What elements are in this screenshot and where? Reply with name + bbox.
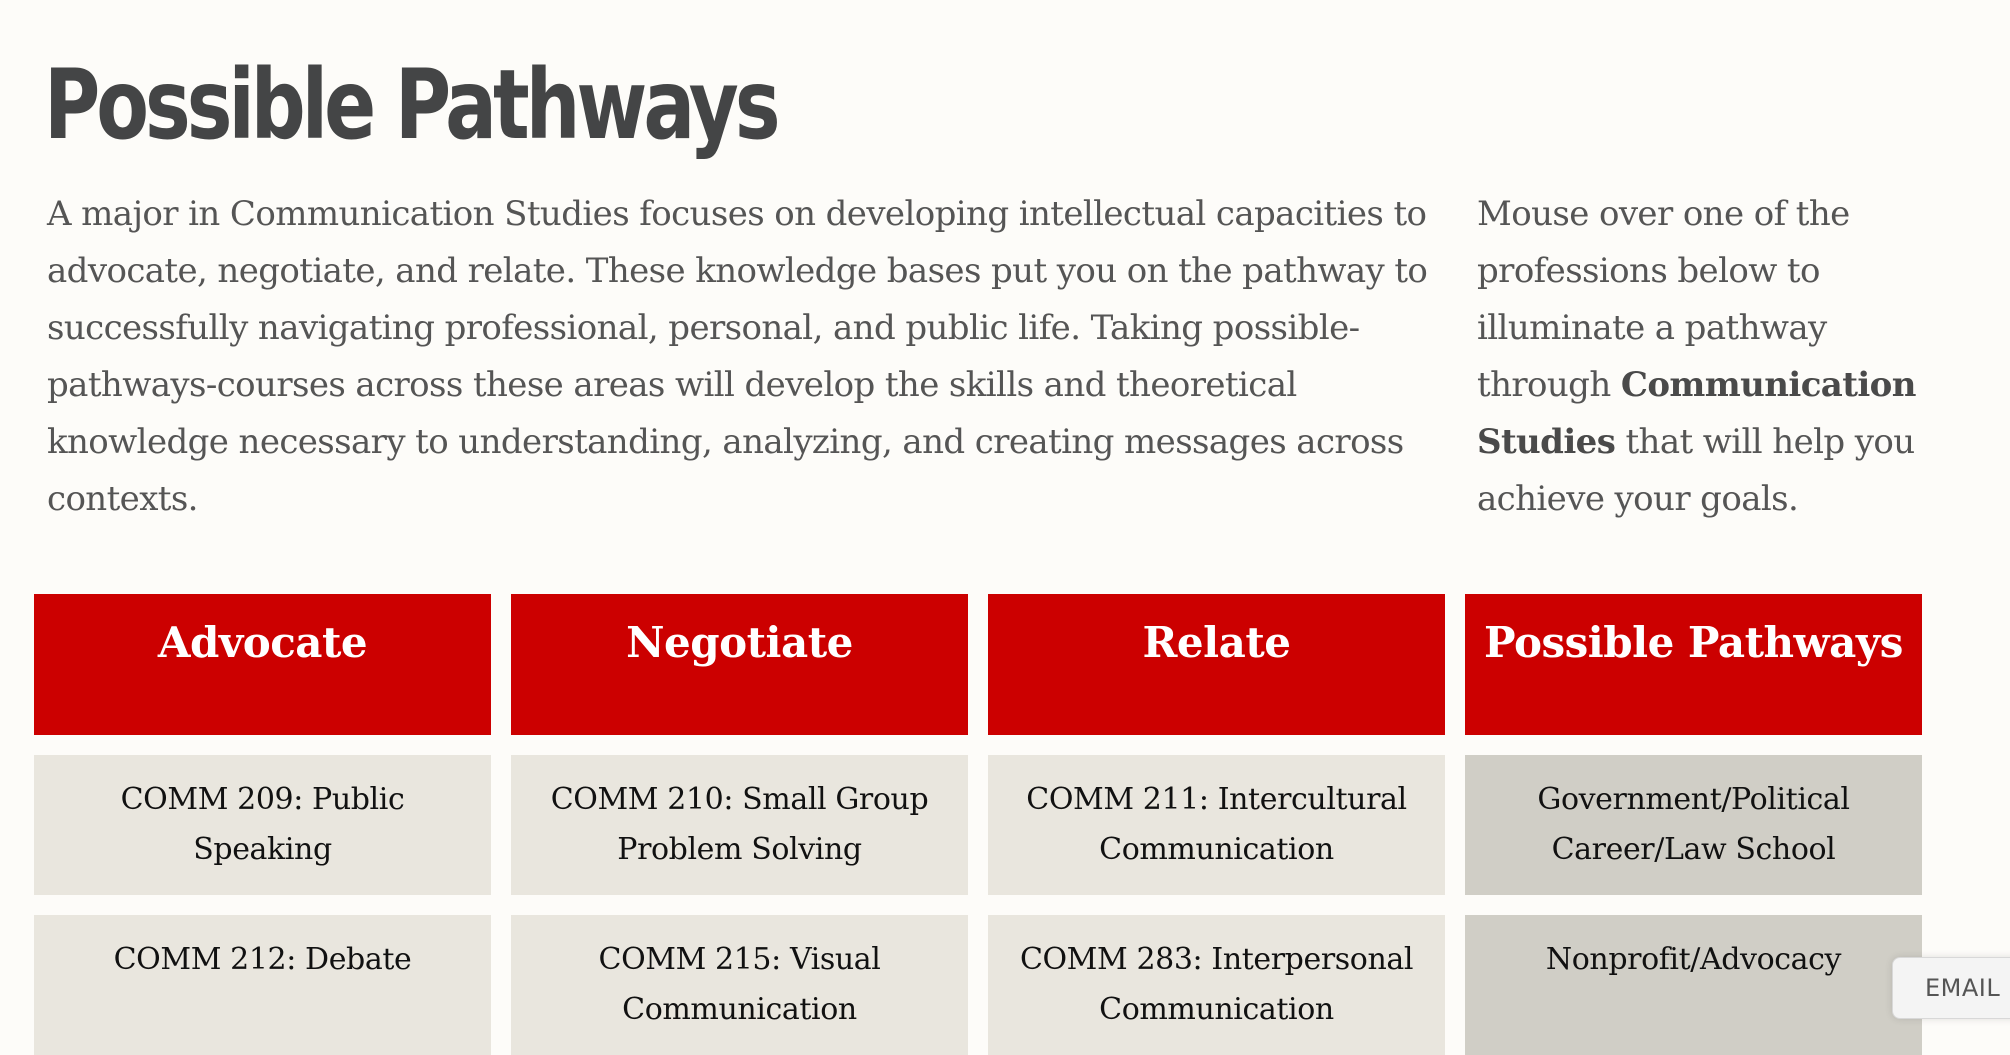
- page-title: Possible Pathways: [44, 49, 777, 161]
- email-button[interactable]: EMAIL: [1892, 957, 2010, 1019]
- course-cell-comm-211: COMM 211: Intercultural Communication: [988, 755, 1445, 895]
- course-cell-comm-283: COMM 283: Interpersonal Communication: [988, 915, 1445, 1055]
- hint-emphasis: Communication Studies: [1477, 365, 1916, 462]
- course-cell-comm-209: COMM 209: Public Speaking: [34, 755, 491, 895]
- hint-text-before: Mouse over one of the professions below to illuminate a pathway through: [1477, 194, 1850, 405]
- pathway-government-political-law[interactable]: Government/Political Career/Law School: [1465, 755, 1922, 895]
- course-cell-comm-215: COMM 215: Visual Communication: [511, 915, 968, 1055]
- column-header-relate: Relate: [988, 594, 1445, 735]
- intro-paragraph: A major in Communication Studies focuses on developing intellectual capacities to advocate, negotiate, and relate. These knowledge bases put you on the pathway to successfully navigating professional, personal, and public life. Taking possible-pathways-courses across these areas will develop the skills and theoretical knowledge necessary to understanding, analyzing, and creating messages across contexts.: [47, 194, 1428, 519]
- column-header-possible-pathways: Possible Pathways: [1465, 594, 1922, 735]
- course-cell-comm-210: COMM 210: Small Group Problem Solving: [511, 755, 968, 895]
- hover-hint: [1477, 186, 1917, 528]
- column-header-negotiate: Negotiate: [511, 594, 968, 735]
- pathway-nonprofit-advocacy[interactable]: Nonprofit/Advocacy: [1465, 915, 1922, 1055]
- course-cell-comm-212: COMM 212: Debate: [34, 915, 491, 1055]
- column-header-advocate: Advocate: [34, 594, 491, 735]
- hint-text-after: that will help you achieve your goals.: [1477, 422, 1915, 519]
